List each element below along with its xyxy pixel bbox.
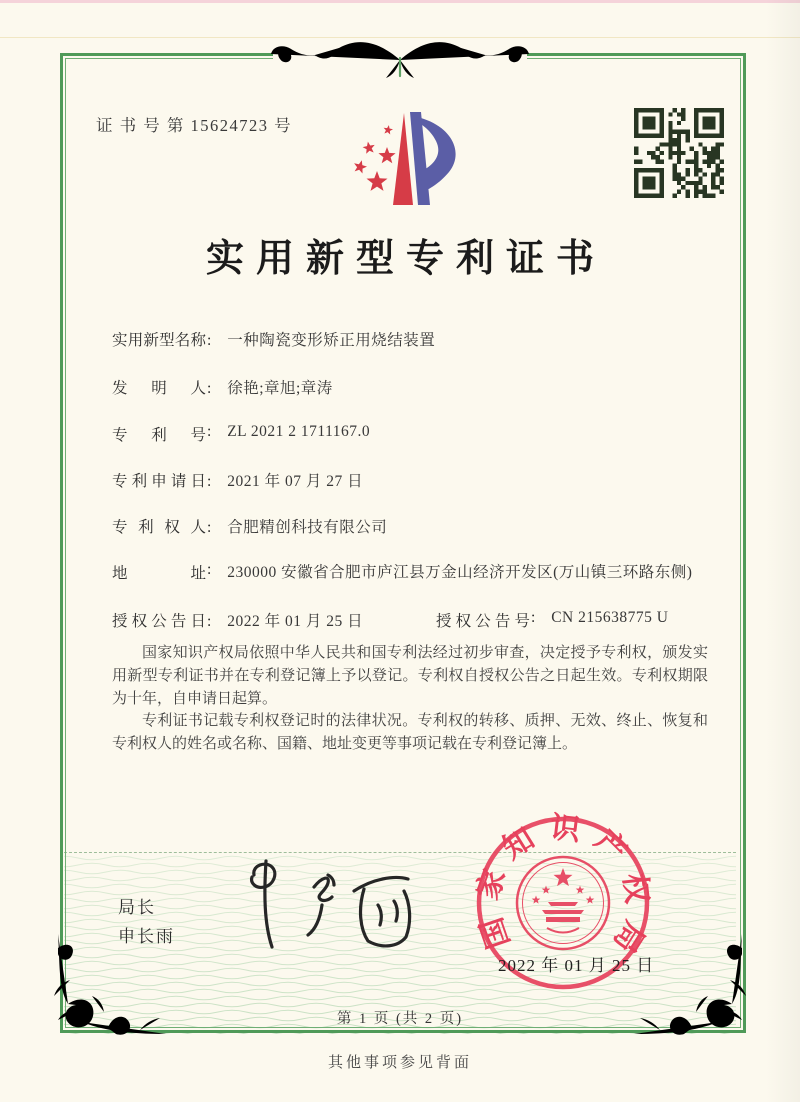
field-value: 徐艳;章旭;章涛	[227, 380, 333, 397]
cnipa-logo	[332, 110, 467, 210]
colon: :	[207, 423, 212, 440]
national-emblem-icon	[517, 857, 609, 949]
field-label: 专利权人	[112, 519, 206, 536]
field-label: 专利号	[112, 427, 206, 444]
colon: :	[207, 332, 212, 349]
colon: :	[531, 609, 536, 626]
field-row-patent-number	[112, 423, 370, 445]
field-value: 合肥精创科技有限公司	[227, 519, 388, 536]
field-value: 一种陶瓷变形矫正用烧结装置	[227, 332, 436, 349]
paragraph-grant-statement: 国家知识产权局依照中华人民共和国专利法经过初步审查，决定授予专利权，颁发实用新型专利证书并在专利登记簿上予以登记。专利权自授权公告之日起生效。专利权期限为十年，自申请日起算。	[112, 645, 708, 707]
page-edge-shadow	[766, 0, 800, 1102]
field-row-address	[112, 561, 695, 584]
field-value: 230000 安徽省合肥市庐江县万金山经济开发区(万山镇三环路东侧)	[227, 564, 693, 581]
field-label: 发明人	[112, 380, 206, 397]
paragraph-register-statement: 专利证书记载专利权登记时的法律状况。专利权的转移、质押、无效、终止、恢复和专利权人的姓名或名称、国籍、地址变更等事项记载在专利登记簿上。	[112, 713, 708, 753]
field-row-patentee	[112, 515, 387, 537]
field-label: 实用新型名称	[112, 332, 206, 349]
field-label: 专利申请日	[112, 473, 206, 490]
logo-wedge-icon	[393, 113, 413, 205]
field-value: 2022 年 01 月 25 日	[227, 613, 364, 630]
field-value: CN 215638775 U	[551, 609, 669, 626]
commissioner-signature	[236, 853, 421, 953]
page-number: 第 1 页 (共 2 页)	[336, 1011, 464, 1027]
back-note: 其他事项参见背面	[327, 1055, 472, 1071]
qr-code	[634, 108, 724, 198]
logo-stars-icon	[354, 125, 396, 191]
logo-p-icon	[410, 112, 456, 205]
commissioner-name: 申长雨	[118, 927, 175, 946]
colon: :	[207, 380, 212, 397]
field-label: 授权公告号	[436, 613, 530, 630]
grant-date-pair	[112, 609, 363, 631]
colon: :	[207, 561, 212, 578]
field-label: 地址	[112, 565, 206, 582]
body-paragraphs	[112, 642, 708, 756]
colon: :	[207, 473, 212, 490]
seal-arc-text: 国家知识产权局	[470, 810, 655, 970]
commissioner-title: 局长	[118, 898, 156, 917]
field-value: 2021 年 07 月 27 日	[227, 473, 364, 490]
field-row-name	[112, 328, 435, 350]
field-row-inventors	[112, 376, 333, 398]
field-row-filing-date	[112, 469, 363, 491]
field-label: 授权公告日	[112, 613, 206, 630]
certificate-title: 实用新型专利证书	[205, 238, 606, 280]
floral-garland-top-icon	[265, 30, 535, 82]
colon: :	[207, 613, 212, 630]
scan-artifact-top	[0, 0, 800, 3]
certificate-number: 证 书 号 第 15624723 号	[96, 116, 293, 135]
colon: :	[207, 519, 212, 536]
grant-number-pair	[436, 609, 668, 631]
field-value: ZL 2021 2 1711167.0	[227, 423, 371, 440]
seal-date: 2022 年 01 月 25 日	[498, 956, 655, 975]
